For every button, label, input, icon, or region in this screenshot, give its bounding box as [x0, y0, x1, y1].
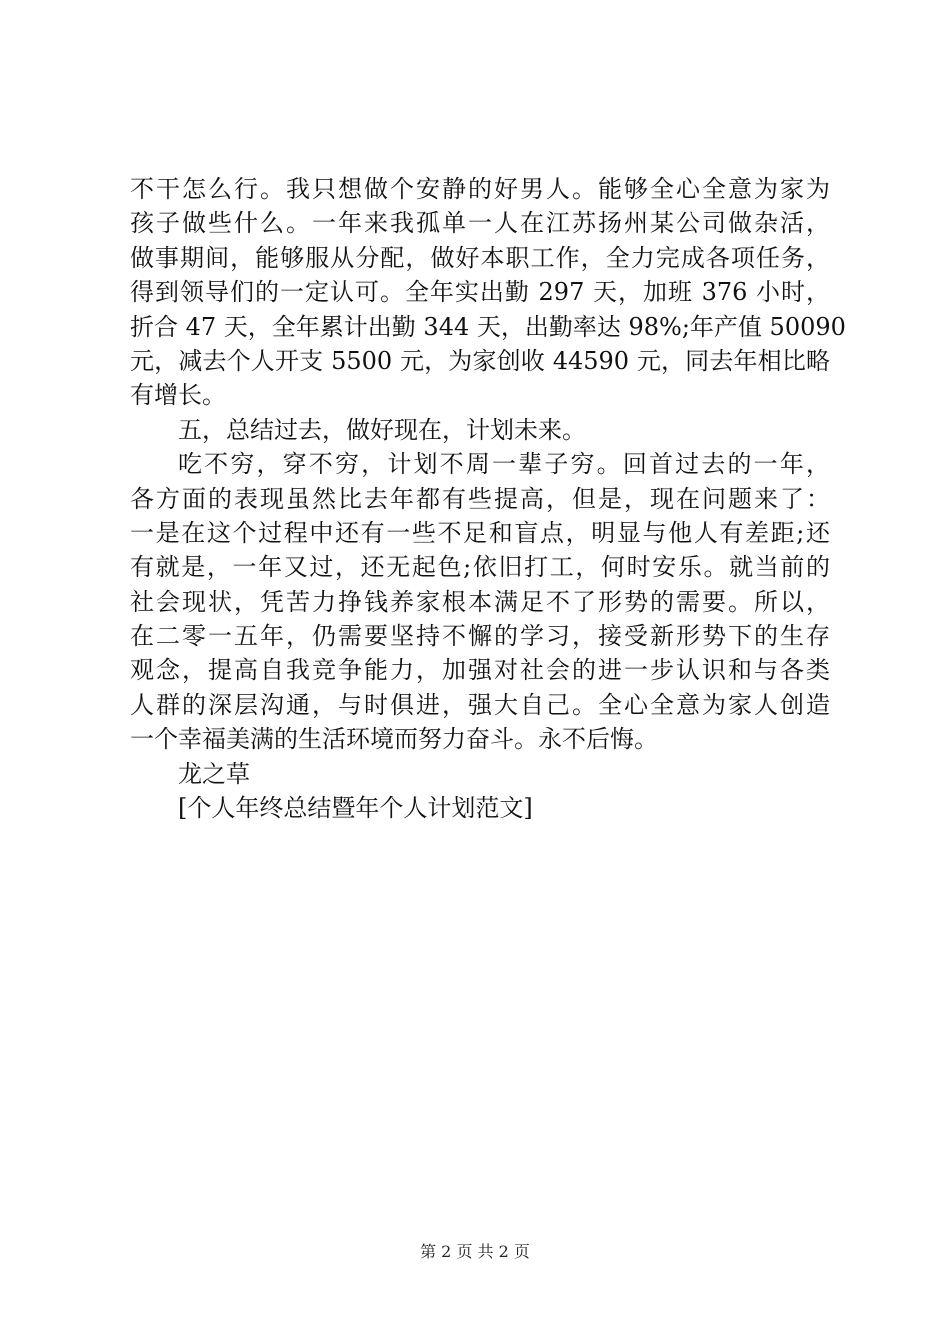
- text-line: 孩子做些什么。一年来我孤单一人在江苏扬州某公司做杂活，: [130, 209, 830, 238]
- text-line: 一个幸福美满的生活环境而努力奋斗。永不后悔。: [130, 725, 658, 754]
- text-line: 吃不穷，穿不穷，计划不周一辈子穷。回首过去的一年，: [178, 450, 830, 479]
- text-line: 不干怎么行。我只想做个安静的好男人。能够全心全意为家为: [130, 175, 830, 203]
- text-line: 得到领导们的一定认可。全年实出勤 297 天，加班 376 小时，: [130, 278, 830, 307]
- text-line: 社会现状，凭苦力挣钱养家根本满足不了形势的需要。所以，: [130, 587, 830, 616]
- text-line: 各方面的表现虽然比去年都有些提高，但是，现在问题来了：: [130, 484, 830, 513]
- text-line: 有增长。: [130, 381, 226, 410]
- document-title-note: [个人年终总结暨年个人计划范文]: [178, 794, 533, 823]
- page-footer: [0, 1240, 950, 1264]
- page-number-label: 第 2 页 共 2 页: [420, 1242, 530, 1261]
- text-line: 在二零一五年，仍需要坚持不懈的学习，接受新形势下的生存: [130, 622, 830, 651]
- section-heading: 五，总结过去，做好现在，计划未来。: [178, 415, 586, 444]
- author-signature: 龙之草: [178, 759, 250, 788]
- text-line: 人群的深层沟通，与时俱进，强大自己。全心全意为家人创造: [130, 690, 830, 719]
- text-line: 有就是，一年又过，还无起色;依旧打工，何时安乐。就当前的: [130, 553, 830, 582]
- document-body: [130, 172, 846, 825]
- text-line: 观念，提高自我竞争能力，加强对社会的进一步认识和与各类: [130, 656, 830, 685]
- text-line: 元，减去个人开支 5500 元，为家创收 44590 元，同去年相比略: [130, 346, 830, 375]
- text-line: 折合 47 天，全年累计出勤 344 天，出勤率达 98%;年产值 50090: [130, 312, 846, 341]
- text-line: 做事期间，能够服从分配，做好本职工作，全力完成各项任务，: [130, 243, 830, 272]
- text-line: 一是在这个过程中还有一些不足和盲点，明显与他人有差距;还: [130, 518, 830, 547]
